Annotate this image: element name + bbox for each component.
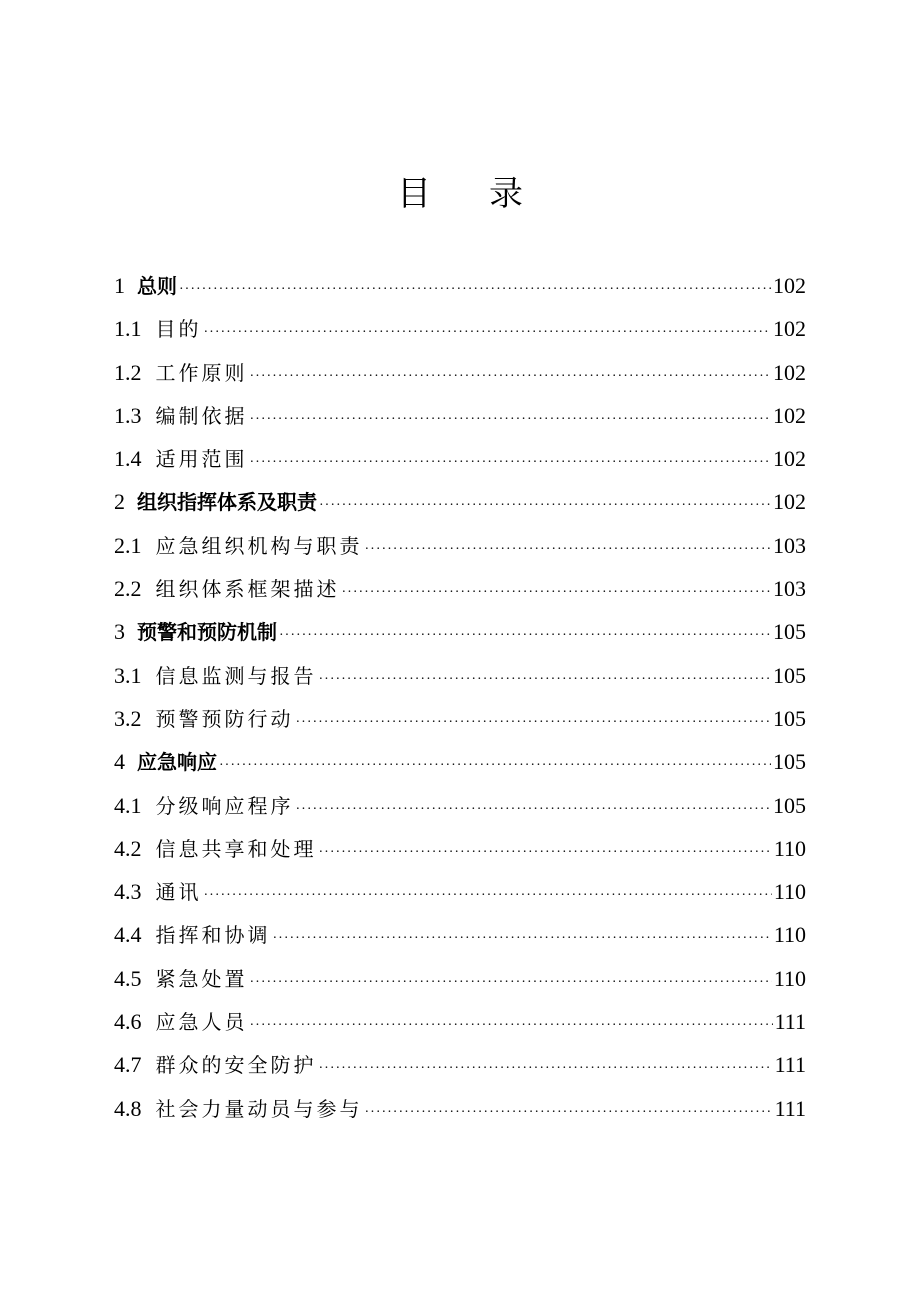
- toc-entry[interactable]: [114, 784, 806, 827]
- toc-entry-label: 预警和预防机制: [137, 620, 277, 645]
- toc-entry-label: 组织体系框架描述: [155, 577, 340, 602]
- toc-entry-number: 1.3: [114, 402, 142, 428]
- toc-entry[interactable]: [114, 697, 806, 740]
- toc-entry-page-number: 105: [773, 619, 806, 645]
- toc-entry-number: 4.2: [114, 835, 142, 861]
- toc-entry-page-number: 102: [773, 446, 806, 472]
- toc-dot-leader: [273, 917, 772, 960]
- toc-dot-leader: [250, 398, 772, 441]
- toc-entry[interactable]: [114, 1000, 806, 1043]
- toc-entry-page-number: 110: [773, 879, 806, 905]
- toc-dot-leader: [342, 571, 772, 614]
- toc-entry-number: 1.4: [114, 446, 142, 472]
- toc-entry-label: 适用范围: [155, 447, 248, 472]
- toc-entry-page-number: 105: [773, 749, 806, 775]
- toc-entry-label: 应急响应: [137, 750, 217, 775]
- toc-entry[interactable]: [114, 957, 806, 1000]
- toc-entry-number: 3: [114, 619, 125, 645]
- toc-entry-number: 1.1: [114, 316, 142, 342]
- toc-entry[interactable]: [114, 567, 806, 610]
- toc-entry-page-number: 103: [773, 576, 806, 602]
- toc-dot-leader: [250, 1004, 773, 1047]
- toc-entry-page-number: 105: [773, 662, 806, 688]
- toc-entry-number: 4.1: [114, 792, 142, 818]
- toc-entry-page-number: 110: [773, 922, 806, 948]
- toc-entry-page-number: 110: [773, 965, 806, 991]
- toc-entry-number: 4.5: [114, 965, 142, 991]
- toc-entry-number: 4.4: [114, 922, 142, 948]
- toc-entry-label: 紧急处置: [155, 966, 248, 991]
- toc-entry-page-number: 105: [773, 705, 806, 731]
- toc-entry-label: 应急人员: [155, 1010, 248, 1035]
- toc-entry[interactable]: [114, 307, 806, 350]
- toc-entry-label: 指挥和协调: [155, 923, 271, 948]
- toc-entry-number: 4.8: [114, 1095, 142, 1121]
- toc-entry-label: 总则: [137, 274, 177, 298]
- toc-entry-label: 工作原则: [155, 360, 248, 385]
- toc-entry[interactable]: [114, 351, 806, 394]
- toc-entry-label: 预警预防行动: [155, 706, 294, 731]
- toc-dot-leader: [250, 355, 772, 398]
- toc-entry-label: 群众的安全防护: [155, 1053, 317, 1078]
- toc-entry[interactable]: [114, 394, 806, 437]
- toc-dot-leader: [204, 874, 772, 917]
- toc-dot-leader: [296, 788, 772, 831]
- toc-entry-page-number: 111: [774, 1095, 806, 1121]
- toc-entry-number: 1.2: [114, 359, 142, 385]
- toc-entry-label: 组织指挥体系及职责: [137, 490, 317, 515]
- toc-entry[interactable]: [114, 1043, 806, 1086]
- toc-entry-number: 3.2: [114, 705, 142, 731]
- toc-title: 目录: [397, 174, 581, 214]
- toc-dot-leader: [250, 961, 772, 1004]
- toc-dot-leader: [219, 744, 771, 787]
- table-of-contents: [114, 264, 806, 1130]
- toc-entry-number: 4.7: [114, 1052, 142, 1078]
- toc-entry[interactable]: [114, 264, 806, 307]
- toc-dot-leader: [250, 441, 772, 484]
- toc-entry-label: 社会力量动员与参与: [155, 1096, 363, 1121]
- toc-entry-label: 分级响应程序: [155, 793, 294, 818]
- toc-dot-leader: [319, 484, 771, 527]
- toc-entry[interactable]: [114, 870, 806, 913]
- toc-entry-number: 4.3: [114, 879, 142, 905]
- toc-dot-leader: [319, 658, 772, 701]
- toc-entry-label: 信息监测与报告: [155, 663, 317, 688]
- toc-entry-number: 2.1: [114, 532, 142, 558]
- toc-entry[interactable]: [114, 524, 806, 567]
- toc-entry-label: 通讯: [155, 880, 202, 905]
- toc-entry[interactable]: [114, 654, 806, 697]
- toc-entry[interactable]: [114, 437, 806, 480]
- toc-entry[interactable]: [114, 480, 806, 523]
- toc-entry-page-number: 102: [773, 273, 806, 298]
- toc-entry-page-number: 111: [774, 1052, 806, 1078]
- toc-entry-number: 4.6: [114, 1009, 142, 1035]
- toc-entry[interactable]: [114, 1087, 806, 1130]
- toc-entry-page-number: 102: [773, 402, 806, 428]
- toc-entry[interactable]: [114, 740, 806, 783]
- toc-entry-number: 2.2: [114, 576, 142, 602]
- toc-dot-leader: [365, 528, 772, 571]
- toc-entry-label: 应急组织机构与职责: [155, 533, 363, 558]
- toc-entry-page-number: 102: [773, 316, 806, 342]
- toc-entry[interactable]: [114, 610, 806, 653]
- toc-entry-label: 目的: [155, 317, 202, 342]
- toc-entry-page-number: 102: [773, 359, 806, 385]
- toc-entry-page-number: 105: [773, 792, 806, 818]
- toc-entry[interactable]: [114, 913, 806, 956]
- toc-entry-label: 信息共享和处理: [155, 836, 317, 861]
- toc-entry-label: 编制依据: [155, 403, 248, 428]
- toc-entry-page-number: 111: [774, 1009, 806, 1035]
- toc-dot-leader: [279, 614, 771, 657]
- toc-entry-number: 3.1: [114, 662, 142, 688]
- toc-dot-leader: [204, 311, 772, 354]
- toc-entry[interactable]: [114, 827, 806, 870]
- toc-entry-page-number: 103: [773, 532, 806, 558]
- toc-dot-leader: [179, 268, 771, 311]
- toc-dot-leader: [319, 1047, 773, 1090]
- toc-dot-leader: [365, 1091, 773, 1134]
- toc-dot-leader: [296, 701, 772, 744]
- toc-entry-page-number: 102: [773, 489, 806, 515]
- toc-entry-number: 4: [114, 749, 125, 775]
- toc-dot-leader: [319, 831, 772, 874]
- toc-entry-number: 1: [114, 273, 125, 298]
- toc-entry-number: 2: [114, 489, 125, 515]
- toc-entry-page-number: 110: [773, 835, 806, 861]
